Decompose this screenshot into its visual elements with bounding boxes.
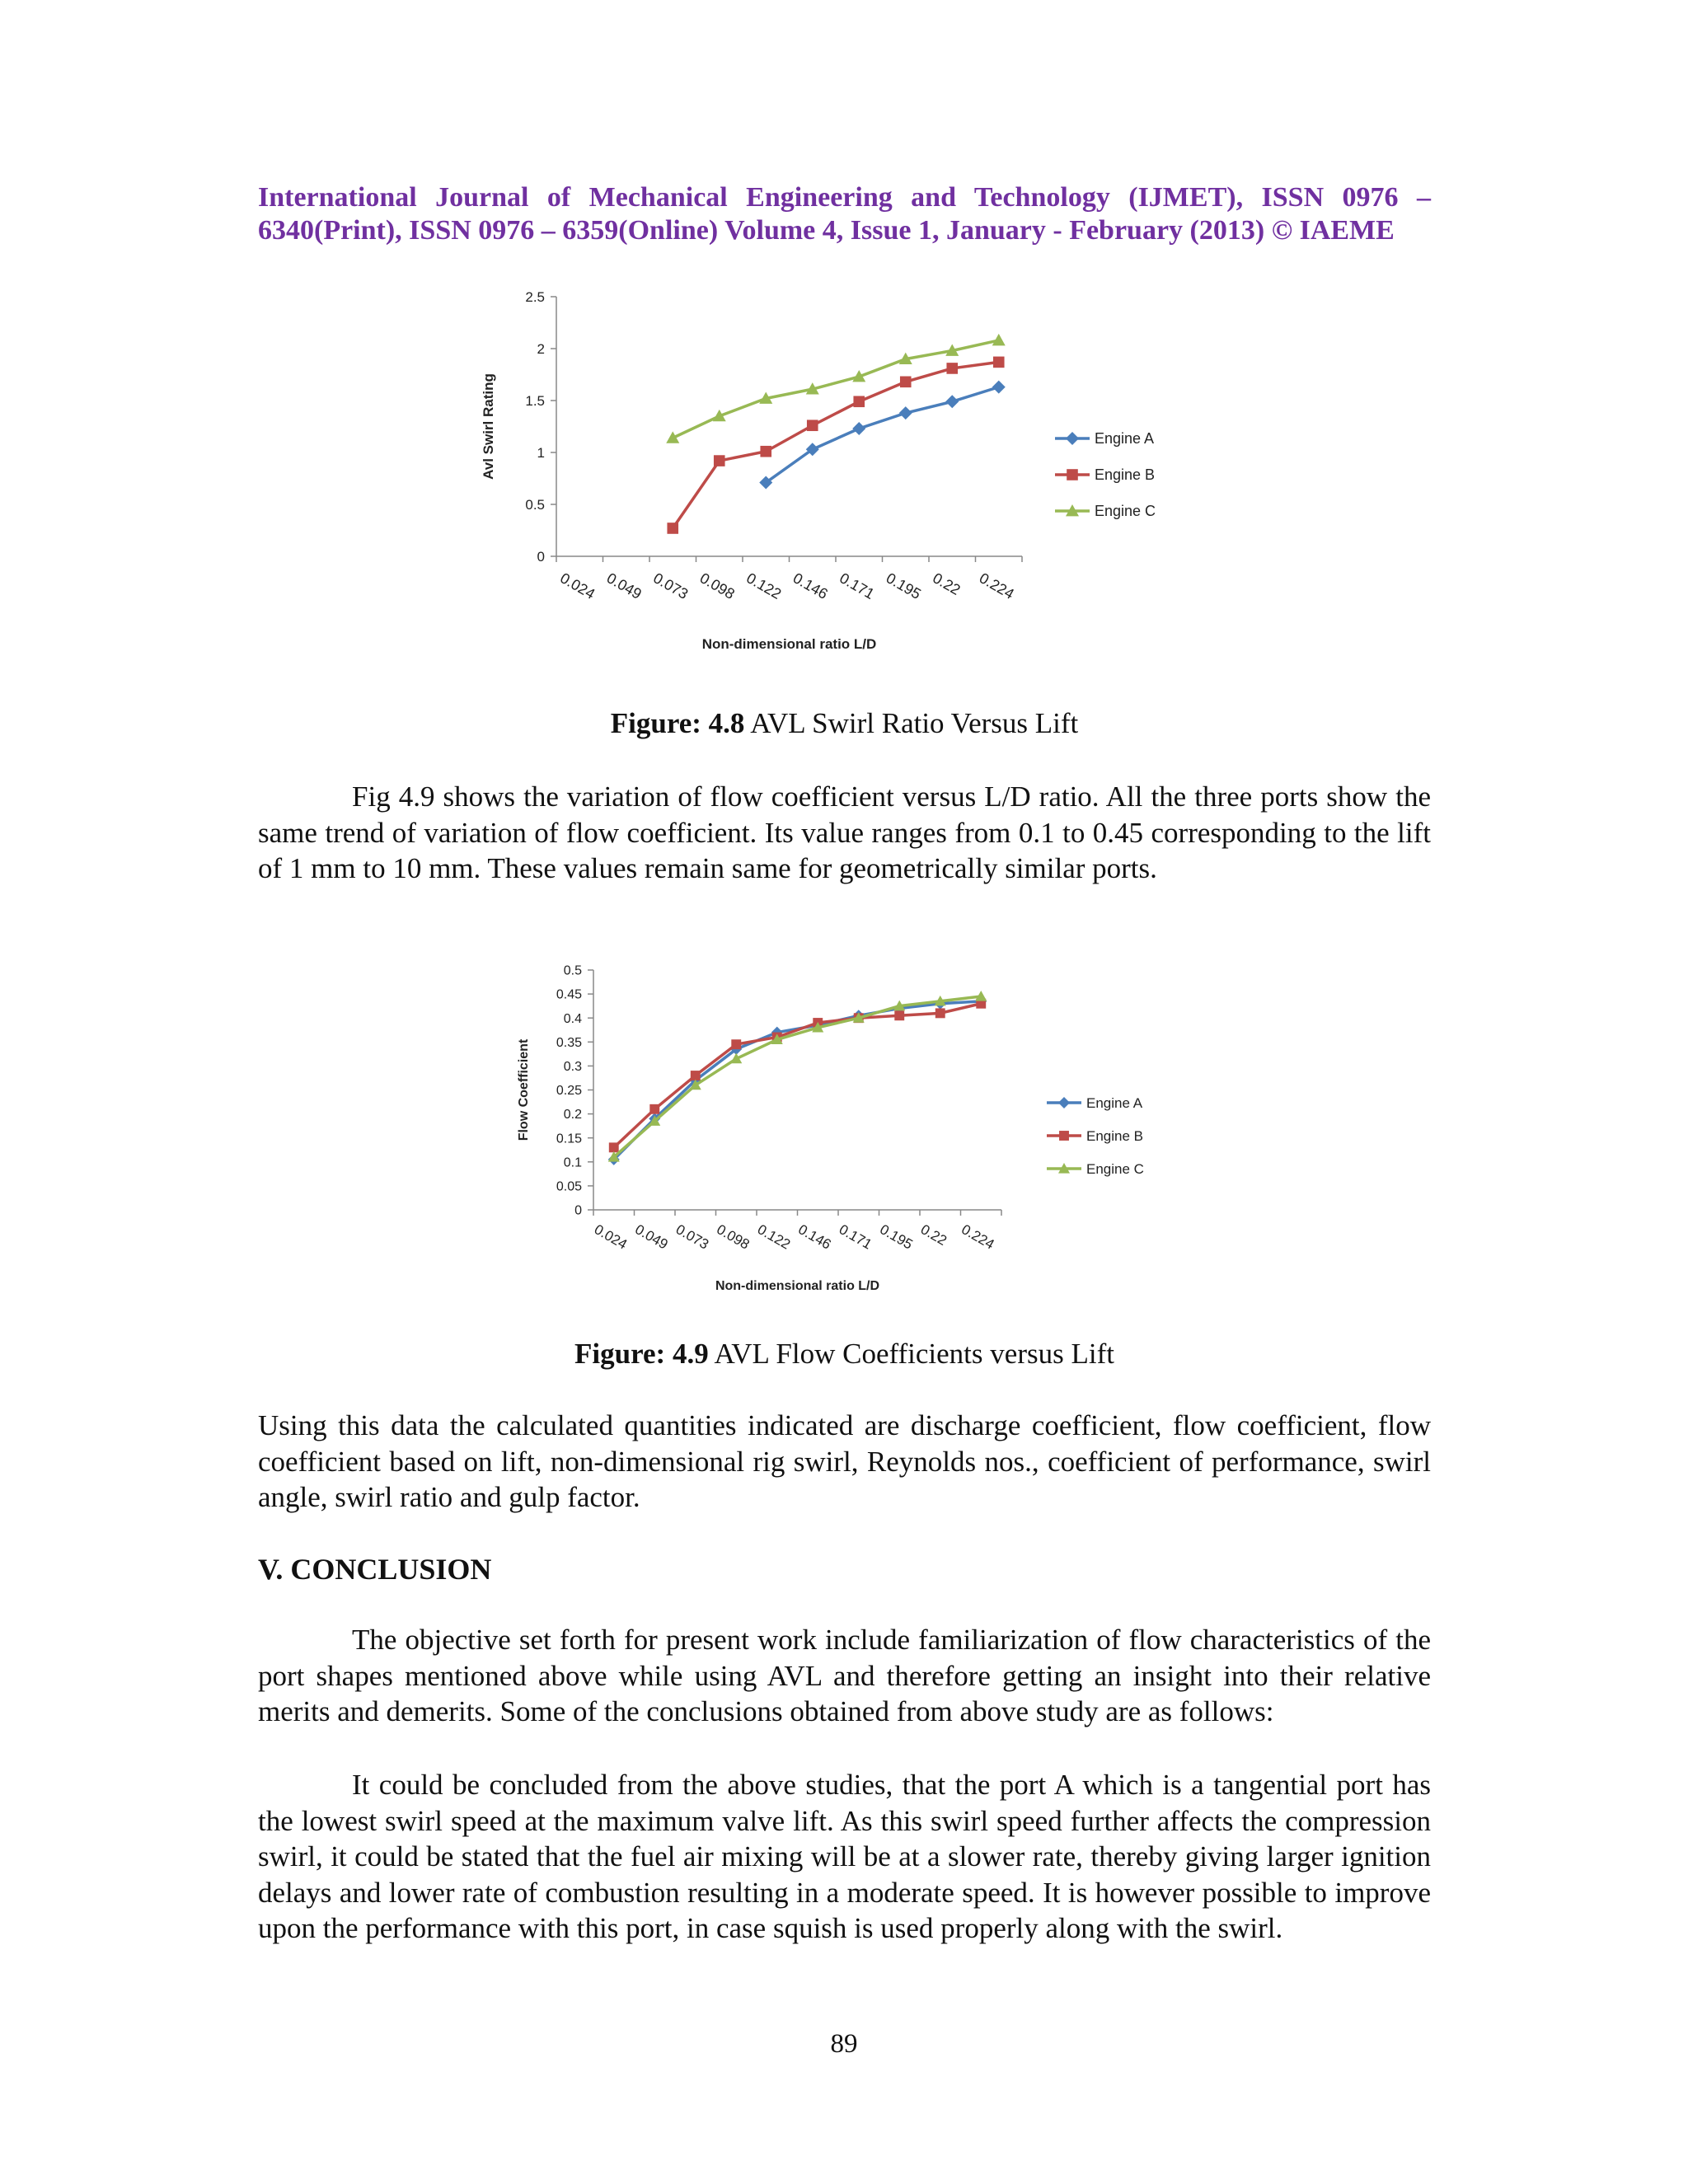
y-tick-label: 0 bbox=[537, 548, 545, 565]
data-point-engine-b bbox=[609, 1142, 619, 1152]
series-line-engine-b bbox=[614, 1004, 982, 1148]
y-tick-label: 2 bbox=[537, 340, 545, 357]
series-line-engine-a bbox=[614, 1001, 982, 1160]
swirl-chart bbox=[462, 276, 1203, 672]
legend-label: Engine B bbox=[1086, 1128, 1143, 1144]
journal-header-line-1: International Journal of Mechanical Engineering and Technology (IJMET), ISSN 0976 – bbox=[258, 182, 1431, 213]
figure-4-8-caption bbox=[258, 706, 1431, 741]
flow-coefficient-chart-svg bbox=[495, 952, 1203, 1306]
data-point-engine-b bbox=[993, 357, 1005, 368]
y-axis-title: Avl Swirl Rating bbox=[481, 373, 496, 480]
paragraph-conclusion-objective: The objective set forth for present work include familiarization of flow characteristics of the port shapes mentioned above while using AVL and therefore getting an insight into their relative merits and demerits. Some of the conclusions obtained from above study are as follows: bbox=[258, 1624, 1431, 1727]
y-tick-label: 1 bbox=[537, 444, 545, 461]
paragraph-conclusion-port-a: It could be concluded from the above studies, that the port A which is a tangential port has the lowest swirl speed at the maximum valve lift. As this swirl speed further affects the compression swirl, it could be stated that the fuel air mixing will be at a slower rate, thereby giving larger ignition delays and lower rate of combustion resulting in a moderate speed. It is however possible to improve upon the performance with this port, in case squish is used properly along with the swirl. bbox=[258, 1769, 1431, 1944]
y-tick-label: 0.3 bbox=[563, 1060, 582, 1074]
paragraph-calculated-quantities: Using this data the calculated quantities indicated are discharge coefficient, flow coefficient, flow coefficient based on lift, non-dimensional rig swirl, Reynolds nos., coefficient of performance, swirl angle, swirl ratio and gulp factor. bbox=[258, 1409, 1431, 1513]
x-tick-label: 0.049 bbox=[603, 569, 645, 602]
x-tick-label: 0.224 bbox=[976, 569, 1017, 602]
x-tick-label: 0.098 bbox=[714, 1221, 753, 1253]
figure-4-9-label: Figure: 4.9 bbox=[574, 1338, 709, 1370]
legend-marker bbox=[1059, 1131, 1069, 1141]
x-tick-label: 0.073 bbox=[650, 569, 692, 602]
data-point-engine-a bbox=[852, 422, 865, 435]
series-line-engine-a bbox=[766, 387, 999, 483]
legend-label: Engine A bbox=[1086, 1095, 1143, 1111]
data-point-engine-b bbox=[667, 523, 678, 534]
x-tick-label: 0.098 bbox=[696, 569, 738, 602]
series-line-engine-b bbox=[673, 362, 999, 528]
y-tick-label: 1.5 bbox=[525, 392, 545, 409]
y-tick-label: 2.5 bbox=[525, 288, 545, 305]
data-point-engine-b bbox=[807, 419, 818, 431]
y-tick-label: 0.1 bbox=[563, 1155, 582, 1170]
journal-header-line-2: 6340(Print), ISSN 0976 – 6359(Online) Volume 4, Issue 1, January - February (2013) © IAEME bbox=[258, 215, 1395, 246]
data-point-engine-b bbox=[691, 1071, 701, 1080]
x-tick-label: 0.171 bbox=[836, 1221, 875, 1253]
data-point-engine-c bbox=[992, 334, 1006, 345]
paragraph-fig49-description: Fig 4.9 shows the variation of flow coefficient versus L/D ratio. All the three ports show the same trend of variation of flow coefficient. Its value ranges from 0.1 to 0.45 corresponding to the lift of 1 mm to 10 mm. These values remain same for geometrically similar ports. bbox=[258, 780, 1431, 884]
legend-marker bbox=[1067, 469, 1078, 480]
data-point-engine-a bbox=[945, 395, 959, 408]
legend-label: Engine A bbox=[1095, 430, 1155, 447]
figure-4-9-caption bbox=[258, 1337, 1431, 1371]
data-point-engine-a bbox=[992, 381, 1006, 394]
x-tick-label: 0.024 bbox=[557, 569, 598, 602]
y-tick-label: 0.5 bbox=[563, 963, 582, 978]
data-point-engine-b bbox=[900, 377, 912, 388]
legend-marker bbox=[1066, 432, 1079, 445]
x-tick-label: 0.22 bbox=[917, 1221, 950, 1249]
x-tick-label: 0.122 bbox=[754, 1221, 794, 1253]
legend-label: Engine B bbox=[1095, 466, 1156, 483]
y-tick-label: 0.5 bbox=[525, 496, 545, 513]
y-tick-label: 0.45 bbox=[556, 987, 582, 1002]
section-heading-conclusion: V. CONCLUSION bbox=[258, 1553, 492, 1586]
x-axis-title: Non-dimensional ratio L/D bbox=[715, 1279, 880, 1293]
y-axis-title: Flow Coefficient bbox=[517, 1038, 531, 1141]
x-tick-label: 0.224 bbox=[959, 1221, 997, 1253]
x-tick-label: 0.073 bbox=[673, 1221, 712, 1253]
x-axis-title: Non-dimensional ratio L/D bbox=[701, 636, 877, 652]
series-line-engine-c bbox=[614, 996, 982, 1157]
legend-marker bbox=[1058, 1097, 1070, 1108]
figure-4-9-text: AVL Flow Coefficients versus Lift bbox=[708, 1338, 1114, 1370]
x-tick-label: 0.171 bbox=[837, 569, 878, 602]
journal-header bbox=[258, 181, 1431, 247]
y-tick-label: 0.35 bbox=[556, 1035, 582, 1050]
data-point-engine-b bbox=[760, 446, 771, 457]
data-point-engine-b bbox=[714, 455, 725, 466]
y-tick-label: 0.25 bbox=[556, 1084, 582, 1099]
page-number: 89 bbox=[830, 2029, 858, 2059]
data-point-engine-b bbox=[731, 1039, 741, 1049]
x-tick-label: 0.122 bbox=[743, 569, 785, 602]
x-tick-label: 0.195 bbox=[883, 569, 924, 602]
legend-label: Engine C bbox=[1095, 503, 1156, 519]
x-tick-label: 0.024 bbox=[591, 1221, 631, 1253]
x-tick-label: 0.146 bbox=[790, 569, 831, 602]
x-tick-label: 0.049 bbox=[632, 1221, 671, 1253]
data-point-engine-b bbox=[946, 363, 958, 374]
y-tick-label: 0 bbox=[574, 1203, 582, 1218]
data-point-engine-b bbox=[894, 1010, 904, 1020]
figure-4-8-label: Figure: 4.8 bbox=[610, 707, 745, 739]
figure-4-8-text: AVL Swirl Ratio Versus Lift bbox=[744, 707, 1079, 739]
swirl-chart-svg bbox=[462, 276, 1203, 672]
legend-label: Engine C bbox=[1086, 1161, 1144, 1177]
x-tick-label: 0.22 bbox=[930, 569, 964, 598]
data-point-engine-a bbox=[899, 406, 912, 419]
data-point-engine-b bbox=[649, 1104, 659, 1114]
data-point-engine-b bbox=[935, 1008, 945, 1018]
x-tick-label: 0.146 bbox=[795, 1221, 834, 1253]
y-tick-label: 0.4 bbox=[563, 1011, 582, 1026]
x-tick-label: 0.195 bbox=[877, 1221, 916, 1253]
y-tick-label: 0.2 bbox=[563, 1108, 582, 1122]
y-tick-label: 0.15 bbox=[556, 1132, 582, 1146]
y-tick-label: 0.05 bbox=[556, 1179, 582, 1194]
flow-coefficient-chart bbox=[495, 952, 1203, 1306]
data-point-engine-b bbox=[853, 396, 865, 407]
